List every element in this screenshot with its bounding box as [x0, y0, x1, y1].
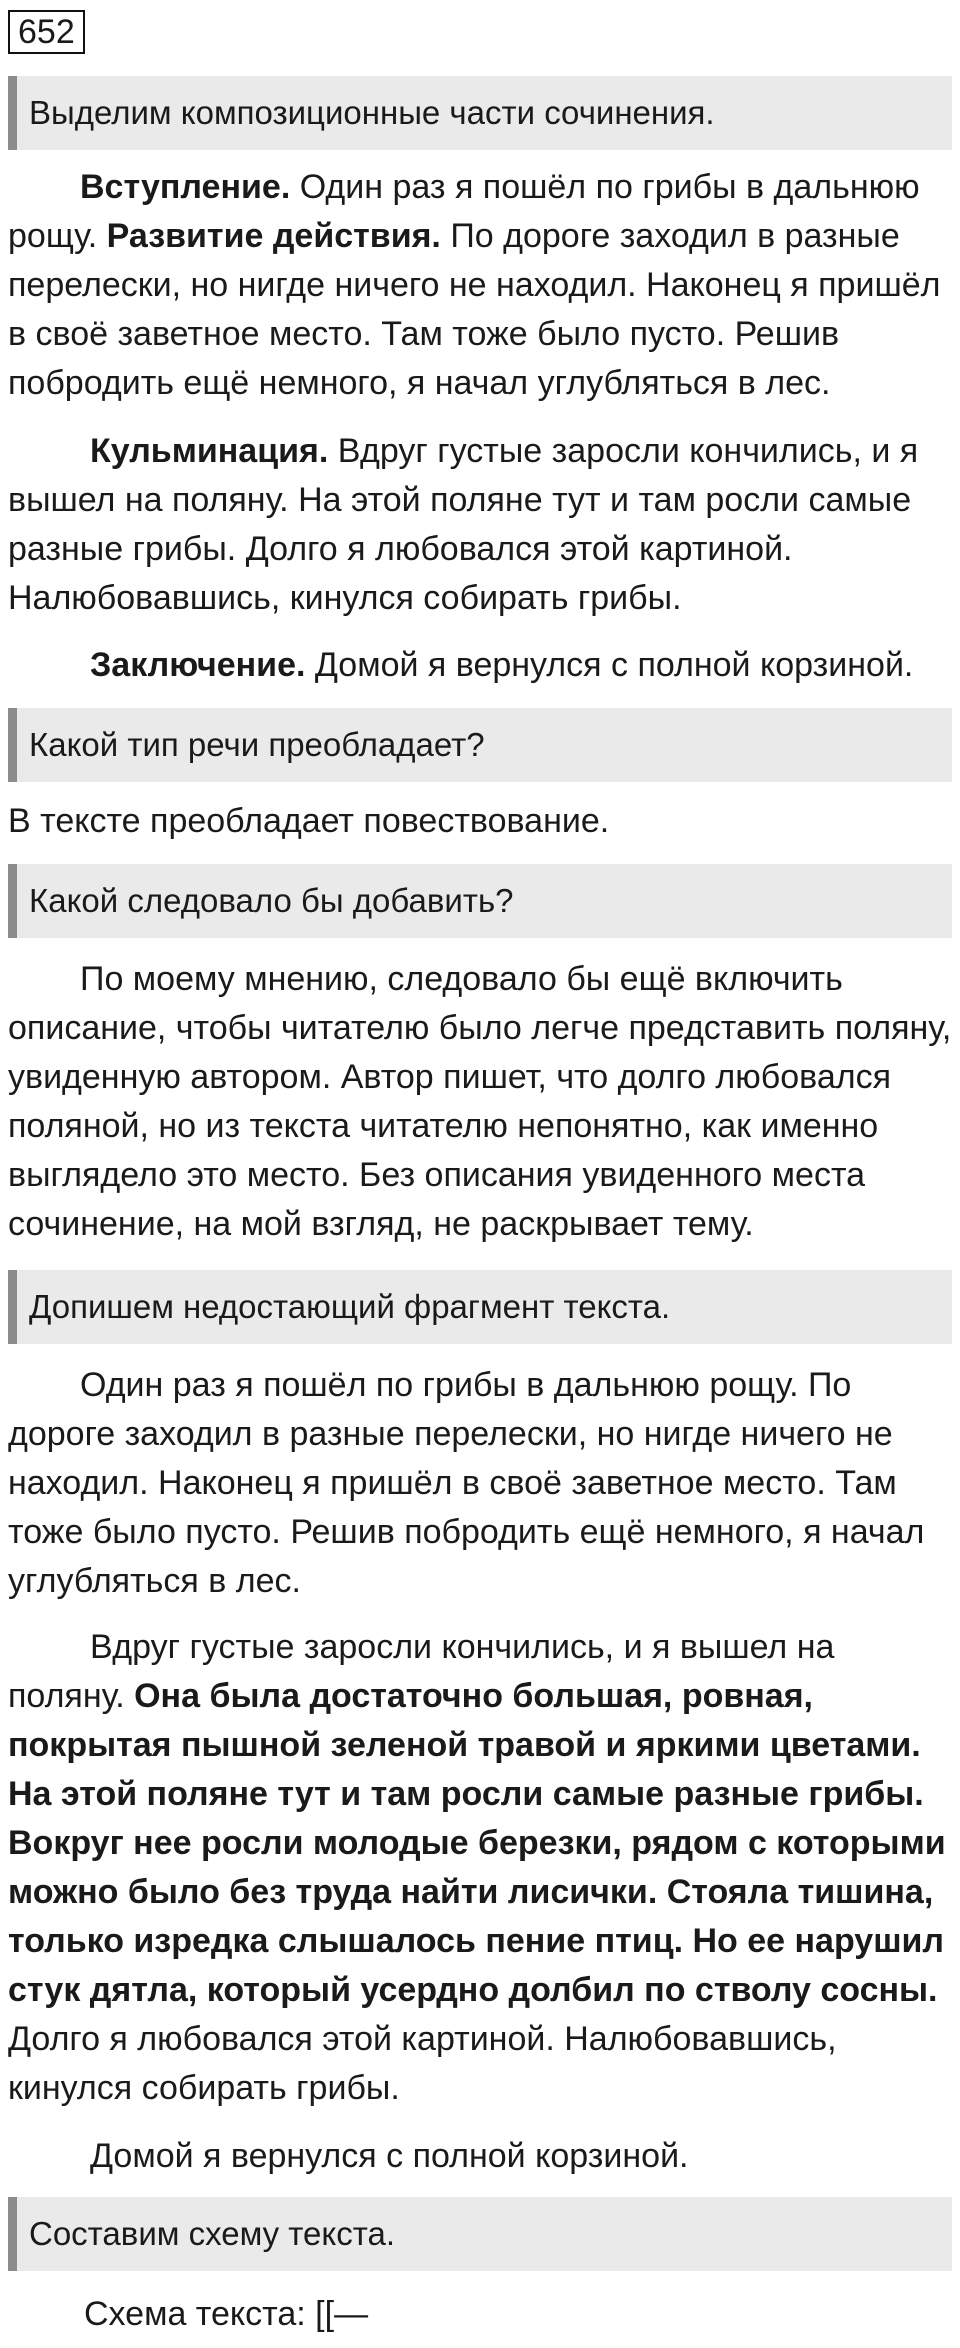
speech-type-answer: В тексте преобладает повествование. [8, 802, 610, 840]
completed-text-paragraph-1 [8, 1361, 958, 1606]
intro-label: Вступление. [80, 168, 291, 206]
composition-conclusion [8, 641, 958, 690]
scheme-line [8, 2290, 958, 2339]
completed-text-p2-end: Долго я любовался этой картиной. Налюбовавшись, кинулся собирать грибы. [8, 2020, 837, 2107]
question-composition: Выделим композиционные части сочинения. [8, 76, 952, 150]
development-label: Развитие действия. [106, 217, 441, 255]
completed-text-p2-start: Вдруг густые заросли кончились, и я вышел на поляну. [8, 1628, 835, 1715]
scheme-label: Схема текста: [84, 2295, 306, 2333]
composition-climax [8, 427, 958, 623]
composition-intro-development [8, 163, 958, 408]
question-complete-text: Допишем недостающий фрагмент текста. [8, 1270, 952, 1344]
completed-text-p1: Один раз я пошёл по грибы в дальнюю рощу. По дороге заходил в разные перелески, но нигде ничего не находил. Наконец я пришёл в своё заветное место. Там тоже было пусто. Решив побродить ещё немного, я начал углубляться в лес. [8, 1366, 925, 1600]
completed-text-paragraph-2 [8, 1623, 958, 2113]
addition-answer [8, 955, 958, 1249]
completed-text-paragraph-3 [8, 2132, 958, 2181]
task-number: 652 [8, 10, 85, 54]
development-text: По дороге заходил в разные перелески, но нигде ничего не находил. Наконец я пришёл в своё заветное место. Там тоже было пусто. Решив побродить ещё немного, я начал углубляться в лес. [8, 217, 941, 402]
addition-answer-text: По моему мнению, следовало бы ещё включить описание, чтобы читателю было легче представить поляну, увиденную автором. Автор пишет, что долго любовался поляной, но из текста читателю непонятно, как именно выглядело это место. Без описания увиденного места сочинение, на мой взгляд, не раскрывает тему. [8, 960, 952, 1243]
scheme-value: [[— [315, 2295, 369, 2333]
question-what-to-add: Какой следовало бы добавить? [8, 864, 952, 938]
completed-text-p2-added: Она была достаточно большая, ровная, покрытая пышной зеленой травой и яркими цветами. На этой поляне тут и там росли самые разные грибы. Вокруг нее росли молодые березки, рядом с которыми можно было без труда найти лисички. Стояла тишина, только изредка слышалось пение птиц. Но ее нарушил стук дятла, который усердно долбил по стволу сосны. [8, 1677, 946, 2009]
question-scheme: Составим схему текста. [8, 2197, 952, 2271]
conclusion-text: Домой я вернулся с полной корзиной. [314, 646, 914, 684]
question-speech-type: Какой тип речи преобладает? [8, 708, 952, 782]
climax-label: Кульминация. [90, 432, 329, 470]
conclusion-label: Заключение. [90, 646, 306, 684]
intro-text: Один раз я пошёл по грибы в дальнюю рощу. [8, 168, 920, 255]
completed-text-p3: Домой я вернулся с полной корзиной. [90, 2137, 689, 2175]
climax-text: Вдруг густые заросли кончились, и я вышел на поляну. На этой поляне тут и там росли самые разные грибы. Долго я любовался этой картиной. Налюбовавшись, кинулся собирать грибы. [8, 432, 919, 617]
